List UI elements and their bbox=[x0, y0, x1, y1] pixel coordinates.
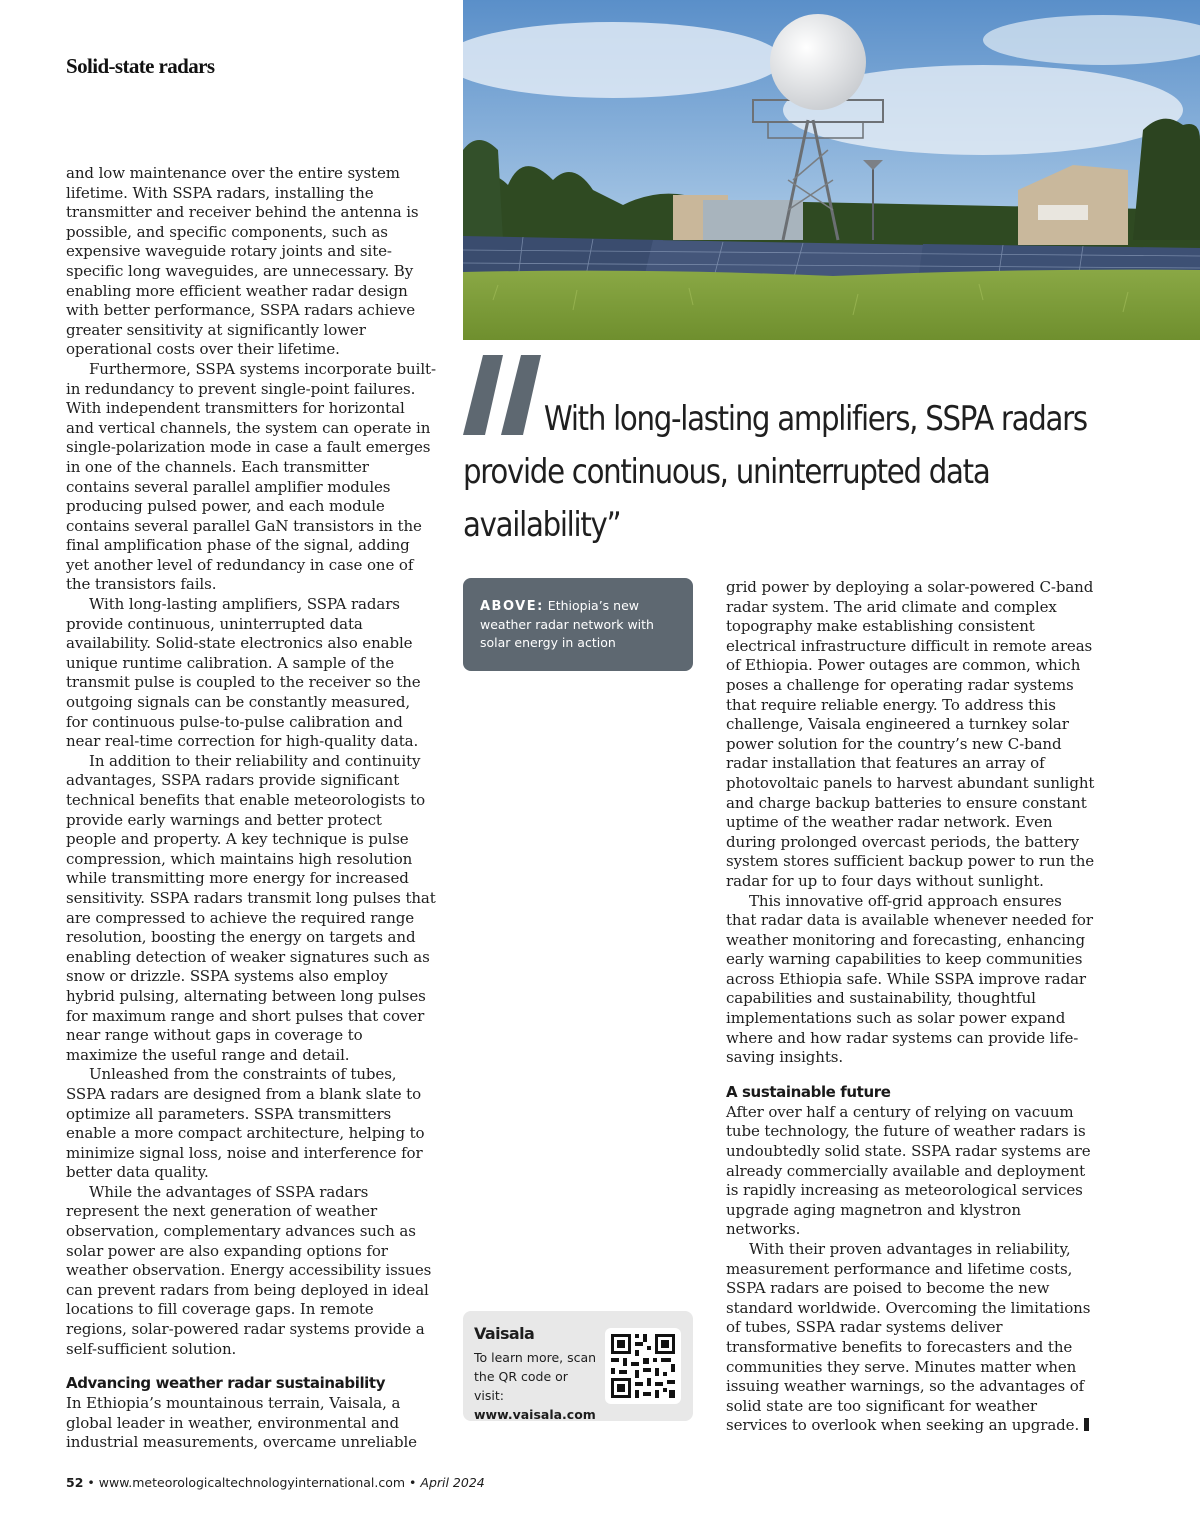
caption-text: Ethiopia’s new weather radar network with solar energy in action bbox=[480, 598, 654, 650]
sponsor-text: To learn more, scan the QR code or visit: www.vaisala.com bbox=[474, 1350, 597, 1422]
body-paragraph: While the advantages of SSPA radars represent the next generation of weather observation, complementary advances such as solar power are also expanding options for weather observation. Energy accessibility issues can prevent radars from being deployed in ideal locations to fill coverage gaps. In remote regions, solar-powered radar systems provide a self-sufficient solution. bbox=[66, 1182, 432, 1358]
body-paragraph: After over half a century of relying on vacuum tube technology, the future of weather radars is undoubtedly solid state. SSPA radar systems are already commercially available and deployment is rapidly increasing as meteorological services upgrade aging magnetron and klystron networks. bbox=[726, 1102, 1091, 1239]
body-paragraph: In addition to their reliability and continuity advantages, SSPA radars provide significant technical benefits that enable meteorologists to provide early warnings and better protect people and property. A key technique is pulse compression, which maintains high resolution while transmitting more energy for increased sensitivity. SSPA radars transmit long pulses that are compressed to achieve the required range resolution, boosting the energy on targets and enabling detection of weaker signatures such as snow or drizzle. SSPA systems also employ hybrid pulsing, alternating between long pulses for maximum range and short pulses that cover near range without gaps in coverage to maximize the useful range and detail. bbox=[66, 751, 436, 1064]
page-footer bbox=[66, 1475, 485, 1490]
sponsor-brand: Vaisala bbox=[474, 1324, 535, 1343]
body-paragraph: Furthermore, SSPA systems incorporate built-in redundancy to prevent single-point failures. With independent transmitters for horizontal and vertical channels, the system can operate in single-polarization mode in case a fault emerges in one of the channels. Each transmitter contains several parallel amplifier modules producing pulsed power, and each module contains several parallel GaN transistors in the final amplification phase of the signal, adding yet another level of redundancy in case one of the transistors fails. bbox=[66, 359, 436, 594]
left-column bbox=[66, 164, 436, 1453]
caption-label: ABOVE: bbox=[480, 599, 544, 614]
sponsor-box bbox=[463, 1311, 693, 1421]
subheading: Advancing weather radar sustainability bbox=[66, 1374, 386, 1393]
footer-separator: • bbox=[409, 1475, 417, 1490]
body-paragraph: With their proven advantages in reliability, measurement performance and lifetime costs, SSPA radars are poised to become the new standard worldwide. Overcoming the limitations of tubes, SSPA radar systems deliver transformative benefits to forecasters and the communities they serve. Minutes matter when issuing weather warnings, so the advantages of solid state are too significant for weather services to overlook when seeking an upgrade. bbox=[726, 1240, 1091, 1435]
photo-caption bbox=[463, 578, 693, 671]
footer-site[interactable]: www.meteorologicaltechnologyinternational.com bbox=[98, 1475, 406, 1490]
end-mark-icon bbox=[1084, 1418, 1089, 1431]
body-paragraph: This innovative off-grid approach ensures that radar data is available whenever needed for weather monitoring and forecasting, enhancing early warning capabilities to keep communities across Ethiopia safe. While SSPA improve radar capabilities and sustainability, thoughtful implementations such as solar power expand where and how radar systems can provide life-saving insights. bbox=[726, 891, 1093, 1067]
sponsor-url[interactable]: www.vaisala.com bbox=[474, 1407, 596, 1422]
body-paragraph: Unleashed from the constraints of tubes, SSPA radars are designed from a blank slate to optimize all parameters. SSPA transmitters enable a more compact architecture, helping to minimize signal loss, noise and interference for better data quality. bbox=[66, 1065, 425, 1182]
page-number: 52 bbox=[66, 1475, 84, 1490]
footer-separator: • bbox=[87, 1475, 95, 1490]
section-label: Solid-state radars bbox=[66, 54, 215, 78]
footer-date: April 2024 bbox=[420, 1475, 485, 1490]
right-column bbox=[726, 578, 1096, 1436]
body-paragraph: With long-lasting amplifiers, SSPA radars provide continuous, uninterrupted data availability. Solid-state electronics also enable unique runtime calibration. A sample of the transmit pulse is coupled to the receiver so the outgoing signals can be constantly measured, for continuous pulse-to-pulse calibration and near real-time correction for high-quality data. bbox=[66, 595, 421, 751]
subheading: A sustainable future bbox=[726, 1082, 891, 1101]
body-paragraph: In Ethiopia’s mountainous terrain, Vaisala, a global leader in weather, environmental and industrial measurements, overcame unreliable bbox=[66, 1394, 417, 1452]
pull-quote bbox=[463, 355, 1103, 552]
pull-quote-text: With long-lasting amplifiers, SSPA radars provide continuous, uninterrupted data availability” bbox=[463, 399, 1087, 545]
radar-site-photo bbox=[463, 0, 1200, 340]
body-paragraph: grid power by deploying a solar-powered C-band radar system. The arid climate and complex topography make establishing consistent electrical infrastructure difficult in remote areas of Ethiopia. Power outages are common, which poses a challenge for operating radar systems that require reliable energy. To address this challenge, Vaisala engineered a turnkey solar power solution for the country’s new C-band radar installation that features an array of photovoltaic panels to harvest abundant sunlight and charge backup batteries to ensure constant uptime of the weather radar network. Even during prolonged overcast periods, the battery system stores sufficient backup power to run the radar for up to four days without sunlight. bbox=[726, 578, 1095, 890]
qr-code-icon[interactable] bbox=[605, 1328, 681, 1404]
body-paragraph: and low maintenance over the entire system lifetime. With SSPA radars, installing the transmitter and receiver behind the antenna is possible, and specific components, such as expensive waveguide rotary joints and site-specific long waveguides, are unnecessary. By enabling more efficient weather radar design with better performance, SSPA radars achieve greater sensitivity at significantly lower operational costs over their lifetime. bbox=[66, 164, 419, 359]
